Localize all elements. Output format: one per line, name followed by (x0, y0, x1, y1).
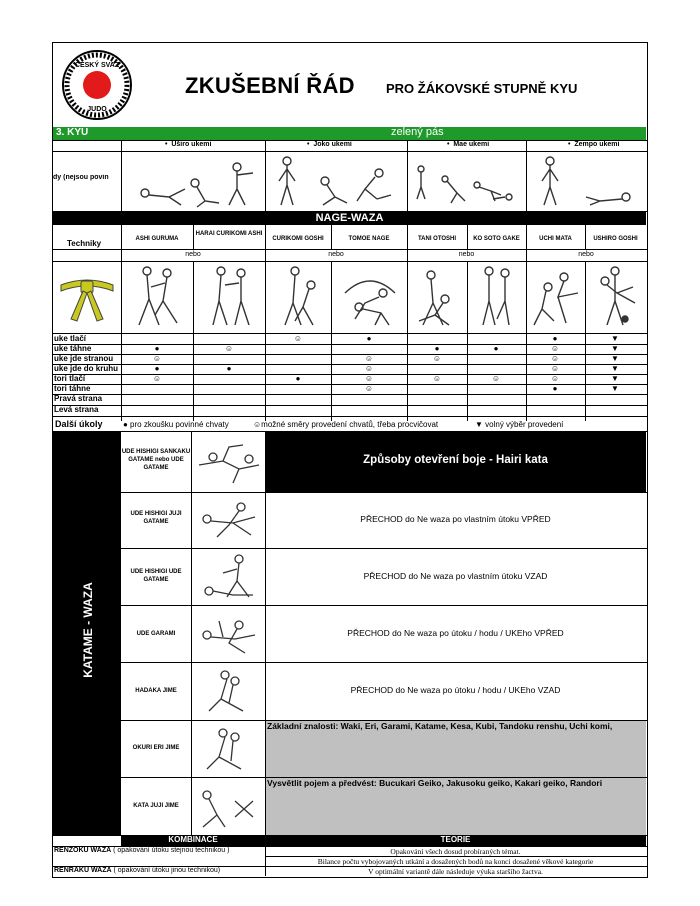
row-label: Pravá strana (54, 394, 103, 403)
kombinace-label: KOMBINACE (168, 835, 218, 844)
row-label: uke táhne (54, 344, 92, 353)
katame-waza-label: KATAME - WAZA (81, 582, 95, 678)
row-mark: ▼ (611, 344, 619, 353)
katame-tech-7: KATA JUJI JIME (133, 803, 179, 809)
technique-ashi-guruma: ASHI GURUMA (135, 236, 179, 242)
ude-gatame-2-illustration (193, 551, 263, 603)
ukemi-item-1: • Uširo ukemi (165, 141, 212, 148)
row-mark: ☺ (432, 354, 442, 363)
okuri-eri-jime-illustration (193, 723, 263, 775)
ude-gatame-illustration (193, 435, 263, 489)
or-label-4: nebo (578, 251, 594, 258)
row-mark: ☺ (364, 374, 374, 383)
technique-curikomi-goshi: CURIKOMI GOSHI (272, 236, 324, 242)
row-mark: ▼ (611, 354, 619, 363)
ukemi-item-2: • Joko ukemi (307, 141, 352, 148)
legend-possible: ☺možné směry provedení chvatů, třeba procvičovat (253, 420, 439, 429)
further-tasks-label: Další úkoly (55, 419, 103, 429)
technique-harai-curikomi-ashi: HARAI CURIKOMI ASHI (195, 231, 263, 237)
or-label-3: nebo (458, 251, 475, 258)
row-mark: ☺ (364, 384, 374, 393)
belt-icon (57, 269, 117, 325)
legend-required: ● pro zkoušku povinné chvaty (123, 420, 229, 429)
ukemi-item-4: • Zempo ukemi (568, 141, 620, 148)
row-mark: ☺ (293, 334, 303, 343)
row-mark: ● (295, 374, 301, 383)
ukemi-row-label: dy (nejsou povin (53, 174, 109, 181)
katame-tech-5: HADAKA JIME (135, 688, 177, 694)
hairi-kata-title: Způsoby otevření boje - Hairi kata (363, 454, 548, 466)
ude-garami-illustration (193, 609, 263, 659)
row-mark: ☺ (550, 354, 560, 363)
zempo-ukemi-illustration (530, 153, 644, 209)
row-mark: ☺ (152, 354, 162, 363)
row-mark: ☺ (550, 344, 560, 353)
kyu-level: 3. KYU (56, 127, 89, 138)
row-mark: ☺ (364, 364, 374, 373)
row-label: Levá strana (54, 405, 99, 414)
tani-otoshi-illustration (409, 263, 465, 331)
row-mark: ☺ (432, 374, 442, 383)
ashi-guruma-illustration (125, 263, 191, 331)
transition-3: PŘECHOD do Ne waza po útoku / hodu / UKEho VPŘED (347, 628, 564, 638)
joko-ukemi-illustration (269, 153, 403, 209)
legend-free: ▼ volný výběr provedení (475, 420, 564, 429)
row-label: uke tlačí (54, 334, 87, 343)
exam-sheet (52, 42, 648, 878)
row-mark: ☺ (550, 374, 560, 383)
katame-tech-6: OKURI ERI JIME (132, 745, 180, 751)
kata-juji-jime-illustration (193, 781, 263, 833)
row-mark: ● (154, 344, 160, 353)
belt-color: zelený pás (391, 126, 444, 138)
row-mark: ● (366, 334, 372, 343)
judo-logo (61, 49, 133, 121)
row-mark: ▼ (611, 364, 619, 373)
techniky-label: Techniky (67, 239, 102, 248)
nage-waza-title: NAGE-WAZA (53, 211, 646, 225)
theory-line-2: Bilance počtu vybojovaných utkání a dosažených bodů na konci dosažené věkové kategorie (317, 857, 594, 866)
theory-line-1: Opakování všech dosud probíraných témat. (390, 847, 521, 856)
row-mark: ▼ (611, 334, 619, 343)
ukemi-item-3: • Mae ukemi (447, 141, 490, 148)
row-mark: ▼ (611, 374, 619, 383)
row-mark: ☺ (550, 364, 560, 373)
transition-4: PŘECHOD do Ne waza po útoku / hodu / UKEho VZAD (350, 685, 561, 695)
row-label: uke jde stranou (54, 354, 114, 363)
row-mark: ● (154, 364, 160, 373)
ushiro-ukemi-illustration (125, 153, 261, 209)
transition-1: PŘECHOD do Ne waza po vlastním útoku VPŘED (360, 514, 551, 524)
row-mark: ☺ (491, 374, 501, 383)
or-label-2: nebo (328, 251, 344, 258)
row-mark: ● (552, 334, 558, 343)
row-mark: ☺ (152, 374, 162, 383)
teorie-label: TEORIE (440, 835, 471, 844)
harai-curikomi-ashi-illustration (197, 263, 263, 331)
logo-text-top: ČESKÝ SVAZ (74, 62, 120, 69)
row-label: uke jde do kruhu (54, 364, 119, 373)
katame-tech-3: UDE HISHIGI UDE GATAME (130, 569, 182, 583)
mae-ukemi-illustration (411, 153, 523, 209)
ko-soto-gake-illustration (469, 263, 523, 331)
row-mark: ● (226, 364, 232, 373)
row-mark: ● (493, 344, 499, 353)
basic-knowledge-text: Základní znalosti: Waki, Eri, Garami, Katame, Kesa, Kubi, Tandoku renshu, Uchi komi, (267, 721, 613, 731)
technique-tani-otoshi: TANI OTOSHI (417, 236, 457, 242)
uchi-mata-illustration (528, 263, 584, 331)
hadaka-jime-illustration (193, 665, 263, 717)
renraku-waza: RENRAKU WAZA ( opakování útoku jinou technikou) (54, 867, 221, 874)
page-title: ZKUŠEBNÍ ŘÁD (185, 73, 355, 98)
renzoku-waza: RENZOKU WAZA ( opakování útoku stejnou technikou ) (54, 847, 230, 854)
page-subtitle: PRO ŽÁKOVSKÉ STUPNĚ KYU (386, 81, 578, 96)
row-mark: ● (434, 344, 440, 353)
row-mark: ☺ (224, 344, 234, 353)
row-label: tori táhne (54, 384, 91, 393)
technique-ko-soto-gake: KO SOTO GAKE (473, 236, 520, 242)
row-mark: ● (552, 384, 558, 393)
curikomi-goshi-illustration (267, 263, 329, 331)
transition-2: PŘECHOD do Ne waza po vlastním útoku VZAD (363, 571, 548, 581)
logo-text-bottom: JUDO (87, 106, 107, 113)
katame-tech-1: UDE HISHIGI SANKAKU GATAME nebo UDE GATAME (121, 449, 191, 471)
kyu-bar (53, 127, 646, 140)
row-mark: ▼ (611, 384, 619, 393)
technique-tomoe-nage: TOMOE NAGE (348, 236, 390, 242)
explain-text: Vysvětlit pojem a předvést: Bucukari Geiko, Jakusoku geiko, Kakari geiko, Randori (267, 778, 603, 788)
technique-ushiro-goshi: USHIRO GOSHI (593, 236, 638, 242)
katame-tech-4: UDE GARAMI (136, 631, 176, 637)
technique-uchi-mata: UCHI MATA (539, 236, 572, 242)
row-mark: ☺ (364, 354, 374, 363)
juji-gatame-illustration (193, 495, 263, 545)
katame-tech-2: UDE HISHIGI JUJI GATAME (130, 511, 182, 525)
theory-line-3: V optimální variantě dále následuje výuka staršího žactva. (368, 867, 543, 876)
row-label: tori tlačí (54, 374, 86, 383)
ushiro-goshi-illustration (587, 263, 645, 331)
tomoe-nage-illustration (335, 263, 405, 331)
or-label-1: nebo (185, 251, 201, 258)
